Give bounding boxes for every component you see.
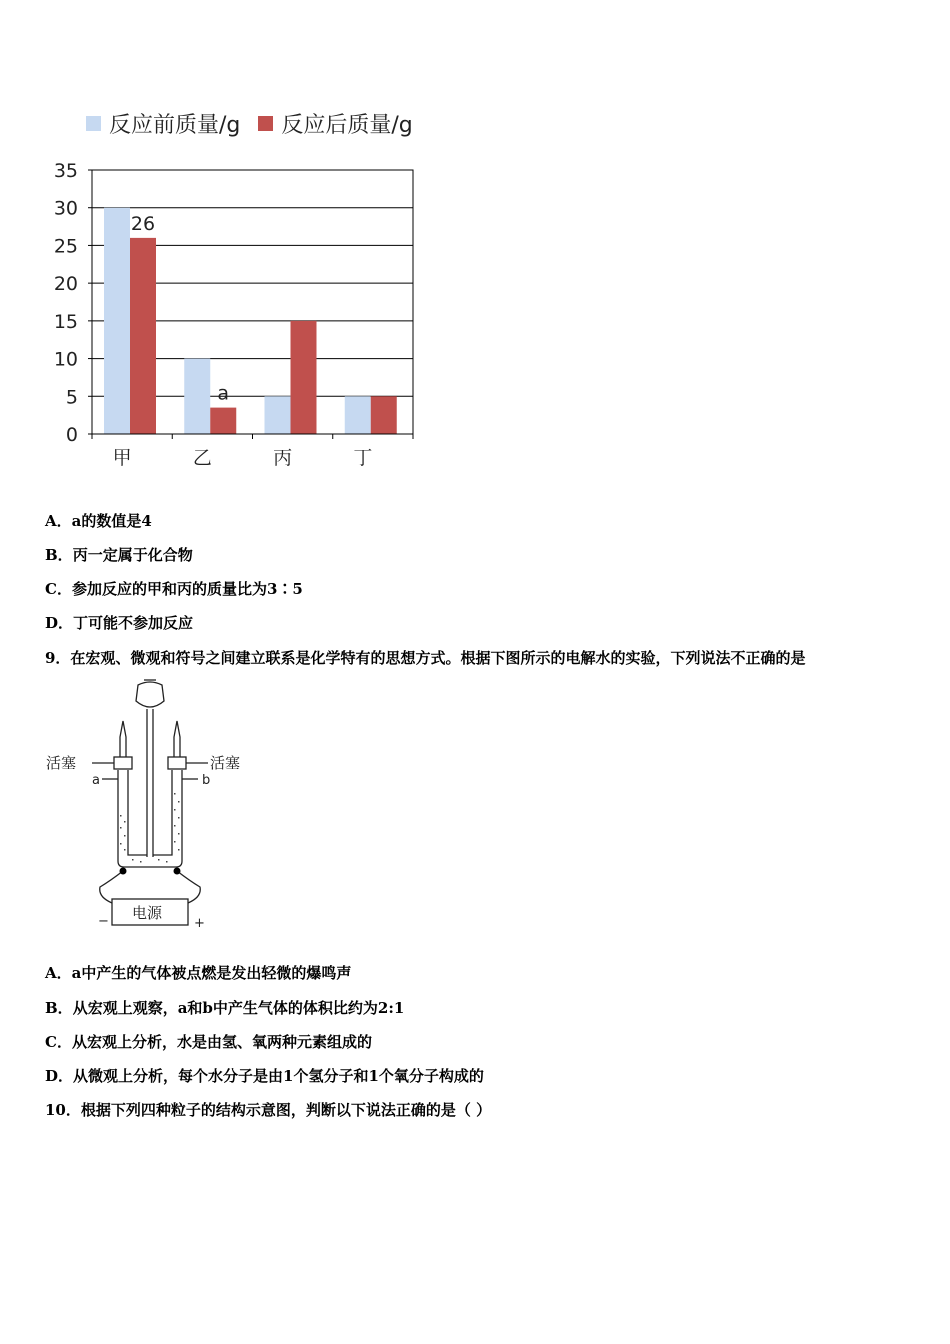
legend-item-before: [80, 108, 240, 139]
left-nozzle: [120, 721, 126, 757]
legend-swatch-after: [258, 116, 273, 131]
bar: [210, 408, 236, 434]
label-minus: −: [98, 914, 109, 929]
bar: [130, 238, 156, 434]
q8-option-d: D．丁可能不参加反应: [45, 614, 194, 632]
legend-swatch-before: [86, 116, 101, 131]
y-tick-label: 20: [53, 273, 78, 296]
y-tick-label: 25: [53, 235, 78, 258]
label-a: a: [92, 773, 100, 788]
legend-label-after: 反应后质量/g: [281, 112, 413, 138]
bar-chart: [40, 150, 440, 480]
bar: [291, 321, 317, 434]
q9-option-a: A．a中产生的气体被点燃是发出轻微的爆鸣声: [45, 964, 352, 982]
q9-option-b: B．从宏观上观察，a和b中产生气体的体积比约为2:1: [45, 999, 405, 1017]
q8-option-b: B．丙一定属于化合物: [45, 546, 193, 564]
y-tick-label: 0: [65, 424, 78, 446]
legend-label-before: 反应前质量/g: [109, 112, 241, 138]
electrode-negative: [120, 868, 127, 875]
bar: [104, 208, 130, 434]
q9-option-d: D．从微观上分析，每个水分子是由1个氢分子和1个氧分子构成的: [45, 1067, 484, 1085]
y-tick-label: 30: [53, 197, 78, 220]
x-tick-label: 丙: [273, 447, 293, 469]
chart-legend: [80, 108, 425, 138]
bar: [345, 396, 371, 434]
label-plus: +: [194, 916, 205, 931]
label-stopcock-left: 活塞: [46, 754, 77, 772]
right-nozzle: [174, 721, 180, 757]
y-tick-label: 35: [53, 160, 78, 182]
label-power: 电源: [132, 904, 163, 922]
q8-option-a: A．a的数值是4: [45, 512, 152, 530]
x-axis: [92, 434, 413, 469]
bar: [265, 396, 291, 434]
data-label: a: [217, 382, 230, 405]
electrolysis-apparatus-figure: [40, 675, 260, 935]
x-tick-label: 乙: [192, 447, 212, 469]
q9-stem: 9．在宏观、微观和符号之间建立联系是化学特有的思想方式。根据下图所示的电解水的实验，下列说法不正确的是: [45, 649, 806, 667]
bar: [371, 396, 397, 434]
y-tick-label: 5: [65, 386, 78, 409]
wire-positive: [177, 871, 200, 903]
legend-item-after: [252, 108, 412, 139]
data-label: 26: [130, 212, 156, 235]
q9-option-c: C．从宏观上分析，水是由氢、氧两种元素组成的: [45, 1033, 372, 1051]
y-axis: [54, 160, 92, 446]
x-tick-label: 甲: [112, 447, 132, 469]
y-tick-label: 15: [53, 310, 78, 333]
q10-stem: 10．根据下列四种粒子的结构示意图，判断以下说法正确的是（ ）: [45, 1101, 492, 1119]
bar: [184, 359, 210, 434]
label-b: b: [202, 773, 211, 788]
label-stopcock-right: 活塞: [210, 754, 241, 772]
q8-option-c: C．参加反应的甲和丙的质量比为3∶5: [45, 580, 303, 598]
electrode-positive: [174, 868, 181, 875]
wire-negative: [100, 871, 123, 903]
x-tick-label: 丁: [353, 447, 373, 469]
reservoir-bulb: [136, 682, 164, 707]
y-tick-label: 10: [53, 348, 78, 371]
